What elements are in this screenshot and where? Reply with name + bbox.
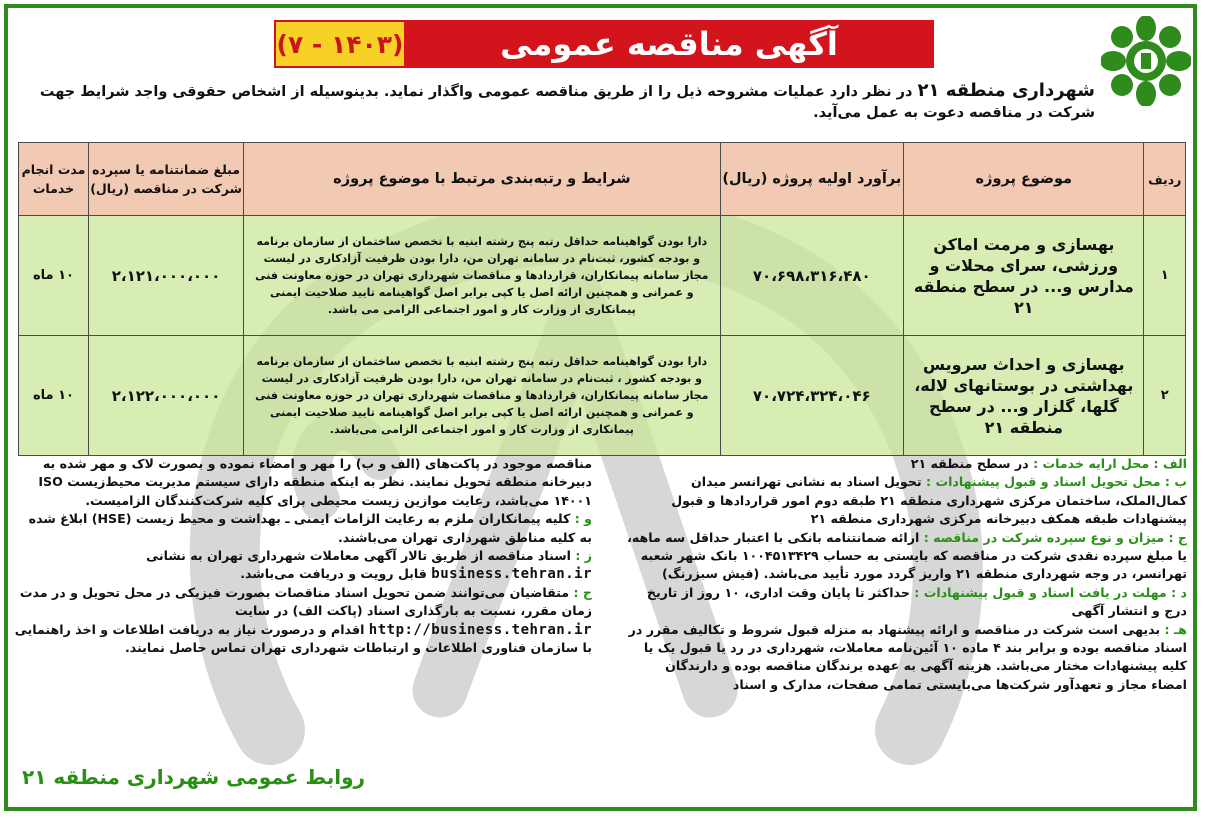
municipality-logo-icon [1101,16,1191,106]
section-alef: الف : محل ارایه خدمات : در سطح منطقه ۲۱ [910,456,1187,471]
row-number: ۱ [1144,216,1186,336]
section-he-jimi: ح : متقاضیان می‌توانند ضمن تحویل اسناد مناقصات بصورت فیزیکی در محل تحویل و در مدت زمان مقرر، نسبت به بارگذاری اسناد (پاکت الف) در سایت http://business.tehran.ir اقدام و درصورت نیاز به دریافت اطلاعات و اخذ راهنمایی با سازمان فناوری اطلاعات و ارتباطات شهرداری تهران تماس حاصل نمایند. [14,584,592,656]
section-jim: ج : میزان و نوع سپرده شرکت در مناقصه : ارائه ضمانتنامه بانکی با اعتبار حداقل سه ماهه، یا مبلغ سپرده نقدی شرکت در مناقصه که بایستی به حساب ۱۰۰۴۵۱۳۴۲۹ بانک شهر شعبه تهرانسر، در وجه شهرداری منطقه ۲۱ واریز گردد مورد تأیید می‌باشد. (فیش سبزرنگ) [627,529,1187,582]
header-subject: موضوع پروژه [904,143,1144,216]
project-duration: ۱۰ ماه [19,216,89,336]
tender-table [18,142,1186,456]
section-ze: ز : اسناد مناقصه از طریق تالار آگهی معاملات شهرداری تهران به نشانی business.tehran.ir قابل رویت و دریافت می‌باشد. [146,548,592,583]
project-conditions: دارا بودن گواهینامه حداقل رتبه پنج رشته ابنیه با تخصص ساختمان از سازمان برنامه و بودجه کشور، ثبت‌نام در سامانه تهران من، دارا بودن ظرفیت آزادکاری در لیست مجاز سامانه پیمانکاران، قراردادها و مناقصات شهرداری تهران در حوزه معاونت فنی و عمرانی و همچنین ارائه اصل یا کپی برابر اصل گواهینامه تایید صلاحیت ایمنی پیمانکاری از وزارت کار و امور اجتماعی الزامی می باشد. [244,216,720,336]
header-guarantee: مبلغ ضمانتنامه یا سپرده شرکت در مناقصه (ریال) [88,143,243,216]
intro-paragraph [15,80,1095,124]
project-conditions: دارا بودن گواهینامه حداقل رتبه پنج رشته ابنیه با تخصص ساختمان از سازمان برنامه و بودجه کشور ، ثبت‌نام در سامانه تهران من، دارا بودن ظرفیت آزادکاری در لیست مجاز سامانه پیمانکاران، قراردادها و مناقصات شهرداری تهران در حوزه معاونت فنی و عمرانی و همچنین ارائه اصل یا کپی برابر اصل گواهینامه تایید صلاحیت ایمنی پیمانکاری از وزارت کار و امور اجتماعی الزامی می‌باشد. [244,336,720,456]
terms-right-column [627,455,1187,694]
header-duration: مدت انجام خدمات [19,143,89,216]
business-link[interactable]: business.tehran.ir [431,566,592,583]
terms-left-column [14,455,592,657]
section-dal: د : مهلت در یافت اسناد و قبول پیشنهادات : حداکثر تا پایان وقت اداری، ۱۰ روز از تاریخ درج و انتشار آگهی [646,584,1187,619]
section-continuation: مناقصه موجود در پاکت‌های (الف و ب) را مهر و امضاء نموده و بصورت لاک و مهر شده به دبیرخانه منطقه تحویل نمایند. نظر به اینکه منطقه دارای سیستم مدیریت محیط‌زیست ISO ۱۴۰۰۱ می‌باشد، رعایت موازین زیست محیطی برای کلیه شرکت‌کنندگان الزامیست. [38,456,592,508]
header-conditions: شرایط و رتبه‌بندی مرتبط با موضوع پروژه [244,143,720,216]
title-year-code: (۷ - ۱۴۰۳) [274,20,404,68]
project-duration: ۱۰ ماه [19,336,89,456]
section-vav: و : کلیه پیمانکاران ملزم به رعایت الزامات ایمنی ـ بهداشت و محیط زیست (HSE) ابلاغ شده به کلیه مناطق شهرداری تهران می‌باشند. [28,511,592,545]
title-banner [274,20,934,68]
row-number: ۲ [1144,336,1186,456]
public-relations-signature: روابط عمومی شهرداری منطقه ۲۱ [22,765,366,789]
section-he: هـ : بدیهی است شرکت در مناقصه و ارائه پیشنهاد به منزله قبول شروط و تکالیف مقرر در اسناد مناقصه بوده و برابر بند ۴ ماده ۱۰ آئین‌نامه معاملات، شهرداری در رد یا قبول یک یا کلیه پیشنهادات مختار می‌باشد. هزینه آگهی به عهده برندگان مناقصه بوده و دارندگان امضاء مجاز و تعهدآور شرکت‌ها می‌بایستی تمامی صفحات، مدارک و اسناد [628,621,1187,692]
project-guarantee: ۲،۱۲۲،۰۰۰،۰۰۰ [88,336,243,456]
page-title: آگهی مناقصه عمومی [404,20,934,68]
header-row-number: ردیف [1144,143,1186,216]
table-row [19,216,1186,336]
table-header-row [19,143,1186,216]
business-url-link[interactable]: http://business.tehran.ir [368,621,592,638]
header-estimate: برآورد اولیه پروژه (ریال) [720,143,904,216]
project-subject: بهسازی و مرمت اماکن ورزشی، سرای محلات و مدارس و... در سطح منطقه ۲۱ [904,216,1144,336]
intro-text: در نظر دارد عملیات مشروحه ذیل را از طریق مناقصه عمومی واگذار نماید. بدینوسیله از اشخاص حقوقی واجد شرایط جهت شرکت در مناقصه دعوت به عمل می‌آید. [39,84,1095,121]
project-guarantee: ۲،۱۲۱،۰۰۰،۰۰۰ [88,216,243,336]
project-estimate: ۷۰،۶۹۸،۳۱۶،۴۸۰ [720,216,904,336]
table-row [19,336,1186,456]
project-estimate: ۷۰،۷۲۴،۳۲۴،۰۴۶ [720,336,904,456]
project-subject: بهسازی و احداث سرویس بهداشتی در بوستانهای لاله، گلها، گلزار و... در سطح منطقه ۲۱ [904,336,1144,456]
organization-name: شهرداری منطقه ۲۱ [917,80,1095,101]
section-be: ب : محل تحویل اسناد و قبول پیشنهادات : تحویل اسناد به نشانی تهرانسر میدان کمال‌الملک، ساختمان مرکزی شهرداری منطقه ۲۱ طبقه دوم امور قراردادها و قبول پیشنهادات طبقه همکف دبیرخانه مرکزی شهرداری منطقه ۲۱ [671,474,1187,527]
